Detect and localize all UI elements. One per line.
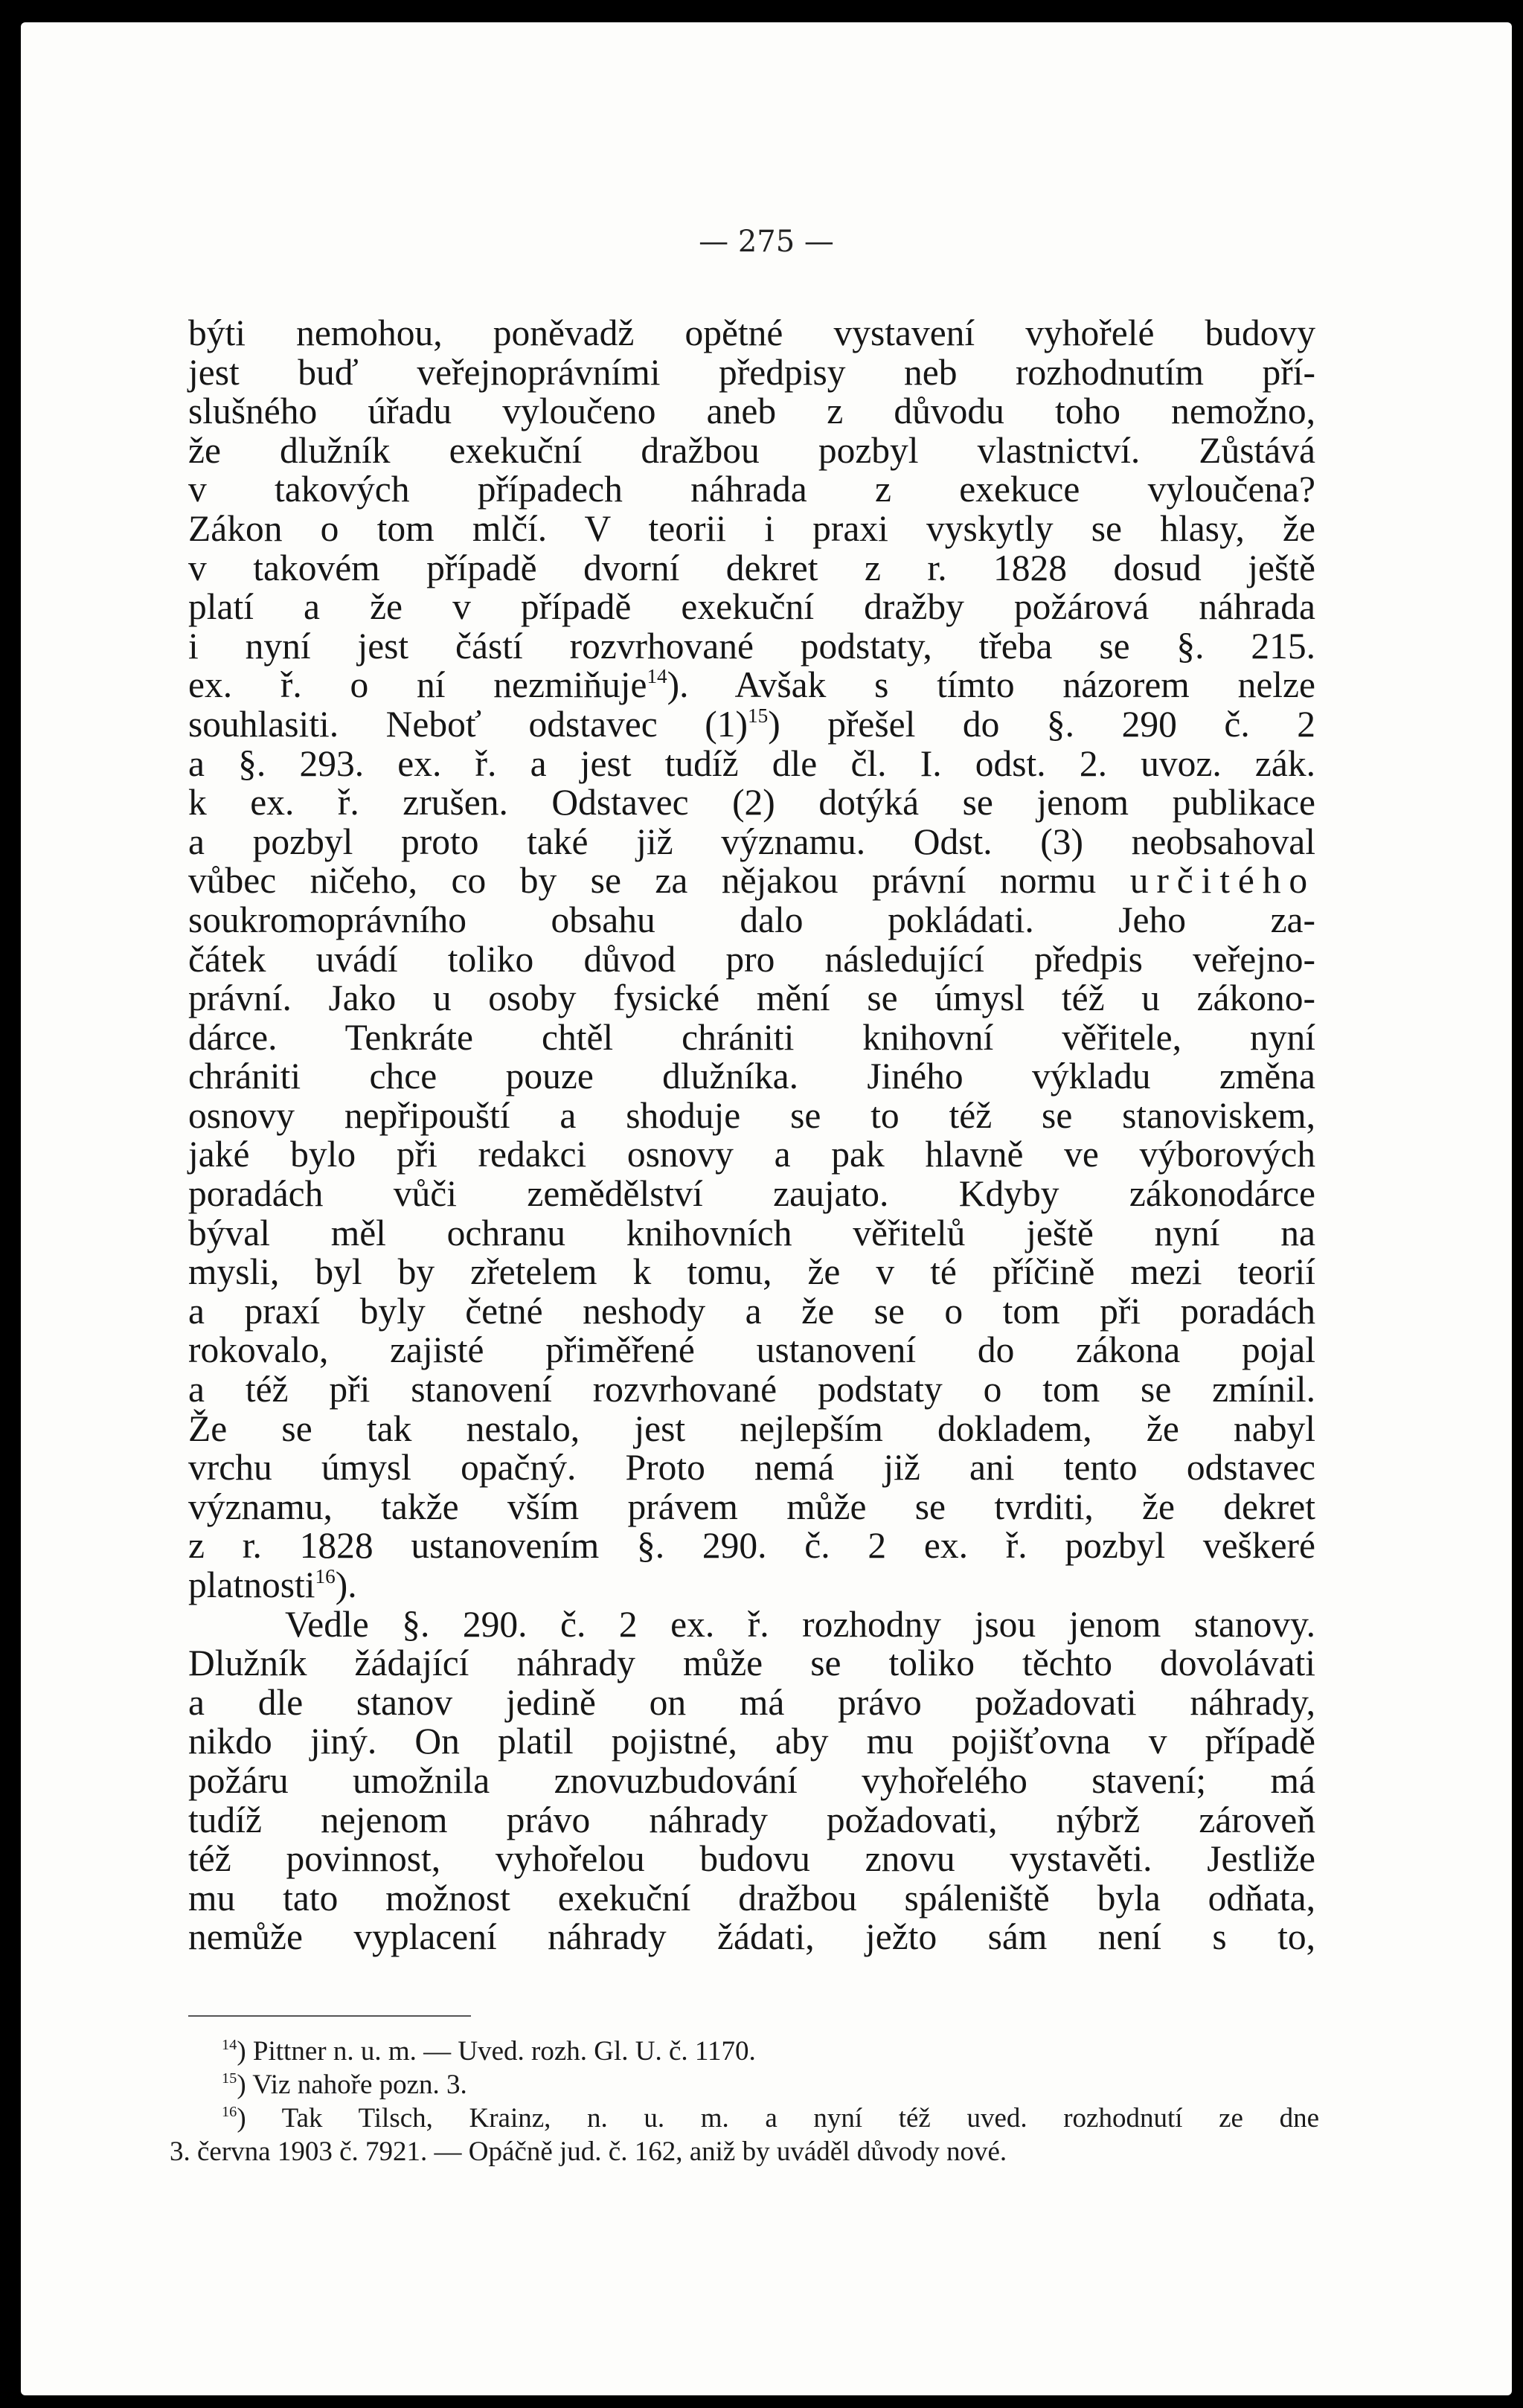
footnote-divider [188, 2015, 471, 2017]
text-line: platí a že v případě exekuční dražby požárová náhrada [188, 586, 1315, 628]
text-line: soukromoprávního obsahu dalo pokládati. Jeho za- [188, 899, 1315, 940]
text-line: z r. 1828 ustanovením §. 290. č. 2 ex. ř. pozbyl veškeré [188, 1525, 1315, 1567]
text-line: nemůže vyplacení náhrady žádati, ježto sám není s to, [188, 1916, 1315, 1958]
text-line: že dlužník exekuční dražbou pozbyl vlastnictví. Zůstává [188, 429, 1315, 471]
text-line: v takovém případě dvorní dekret z r. 1828 dosud ještě [188, 547, 1315, 588]
text-segment: ). Avšak s tímto názorem nelze [667, 664, 1315, 706]
text-line: i nyní jest částí rozvrhované podstaty, třeba se §. 215. [188, 625, 1315, 667]
text-line: osnovy nepřipouští a shoduje se to též se stanoviskem, [188, 1094, 1315, 1136]
text-line-with-note-15 [188, 705, 1315, 745]
footnote-mark: 15 [222, 2070, 237, 2087]
text-line: jaké bylo při redakci osnovy a pak hlavně ve výborových [188, 1134, 1315, 1175]
text-line: požáru umožnila znovuzbudování vyhořelého stavení; má [188, 1759, 1315, 1801]
text-line: Zákon o tom mlčí. V teorii i praxi vyskytly se hlasy, že [188, 507, 1315, 549]
text-segment: vůbec ničeho, co by se za nějakou právní normu [188, 860, 1097, 902]
paragraph-start: Vedle §. 290. č. 2 ex. ř. rozhodny jsou jenom stanovy. [285, 1603, 1315, 1645]
text-line-with-note-16 [188, 1566, 1315, 1605]
text-line: a dle stanov jedině on má právo požadovati náhrady, [188, 1681, 1315, 1723]
footnote-ref-15: 15 [747, 704, 769, 727]
text-segment: ). [335, 1564, 357, 1605]
text-line: a pozbyl proto také již významu. Odst. (3) neobsahoval [188, 821, 1315, 862]
text-line: Že se tak nestalo, jest nejlepším dokladem, že nabyl [188, 1407, 1315, 1449]
footnote-mark: 14 [222, 2036, 237, 2053]
text-line: býti nemohou, poněvadž opětné vystavení vyhořelé budovy [188, 312, 1315, 353]
text-line: a též při stanovení rozvrhované podstaty o tom se zmínil. [188, 1369, 1315, 1410]
page-number: — 275 — [699, 225, 834, 259]
text-line: významu, takže vším právem může se tvrditi, že dekret [188, 1486, 1315, 1527]
text-line: a §. 293. ex. ř. a jest tudíž dle čl. I. odst. 2. uvoz. zák. [188, 742, 1315, 784]
text-line: nikdo jiný. On platil pojistné, aby mu pojišťovna v případě [188, 1721, 1315, 1762]
text-line: vrchu úmysl opačný. Proto nemá již ani tento odstavec [188, 1447, 1315, 1489]
text-segment: ex. ř. o ní nezmiňuje [188, 664, 647, 706]
text-line: rokovalo, zajisté přiměřené ustanovení do zákona pojal [188, 1329, 1315, 1371]
text-line-with-spaced-word [188, 861, 1315, 901]
text-line: též povinnost, vyhořelou budovu znovu vystavěti. Jestliže [188, 1838, 1315, 1880]
footnote-ref-16: 16 [315, 1564, 336, 1587]
body-text [188, 314, 1315, 1957]
footnote-15 [170, 2068, 1319, 2102]
text-line: jest buď veřejnoprávními předpisy neb rozhodnutím pří- [188, 351, 1315, 393]
text-line-with-note-14 [188, 666, 1315, 705]
book-page [21, 22, 1512, 2395]
text-line: býval měl ochranu knihovních věřitelů ještě nyní na [188, 1212, 1315, 1253]
text-segment: ) přešel do §. 290 č. 2 [768, 703, 1315, 745]
text-line: a praxí byly četné neshody a že se o tom při poradách [188, 1290, 1315, 1332]
text-segment: souhlasiti. Neboť odstavec (1) [188, 703, 748, 745]
footnote-text: ) Pittner n. u. m. — Uved. rozh. Gl. U. č. 1170. [237, 2036, 756, 2067]
text-line: tudíž nejenom právo náhrady požadovati, nýbrž zároveň [188, 1799, 1315, 1840]
text-line: v takových případech náhrada z exekuce vyloučena? [188, 469, 1315, 510]
footnote-text: ) Viz nahoře pozn. 3. [237, 2070, 467, 2100]
footnote-16-continuation: 3. června 1903 č. 7921. — Opáčně jud. č. 162, aniž by uváděl důvody nové. [170, 2136, 1007, 2167]
text-line: čátek uvádí toliko důvod pro následující předpis veřejno- [188, 938, 1315, 980]
spaced-emphasis: určitého [1129, 860, 1316, 902]
footnotes [170, 2035, 1319, 2168]
text-line: právní. Jako u osoby fysické mění se úmysl též u zákono- [188, 977, 1315, 1019]
text-line: Dlužník žádající náhrady může se toliko těchto dovolávati [188, 1643, 1315, 1684]
footnote-16 [170, 2102, 1319, 2135]
footnote-text: ) Tak Tilsch, Krainz, n. u. m. a nyní též uved. rozhodnutí ze dne [237, 2103, 1319, 2134]
text-line: k ex. ř. zrušen. Odstavec (2) dotýká se jenom publikace [188, 782, 1315, 823]
text-line: mu tato možnost exekuční dražbou spáleniště byla odňata, [188, 1877, 1315, 1919]
text-line: dárce. Tenkráte chtěl chrániti knihovní věřitele, nyní [188, 1016, 1315, 1058]
text-line: poradách vůči zemědělství zaujato. Kdyby zákonodárce [188, 1173, 1315, 1215]
text-segment: platnosti [188, 1564, 315, 1605]
footnote-ref-14: 14 [647, 665, 667, 688]
text-line: mysli, byl by zřetelem k tomu, že v té příčině mezi teorií [188, 1251, 1315, 1293]
footnote-mark: 16 [222, 2103, 237, 2120]
text-line: slušného úřadu vyloučeno aneb z důvodu toho nemožno, [188, 391, 1315, 432]
footnote-14 [170, 2035, 1319, 2068]
text-line: chrániti chce pouze dlužníka. Jiného výkladu změna [188, 1056, 1315, 1097]
